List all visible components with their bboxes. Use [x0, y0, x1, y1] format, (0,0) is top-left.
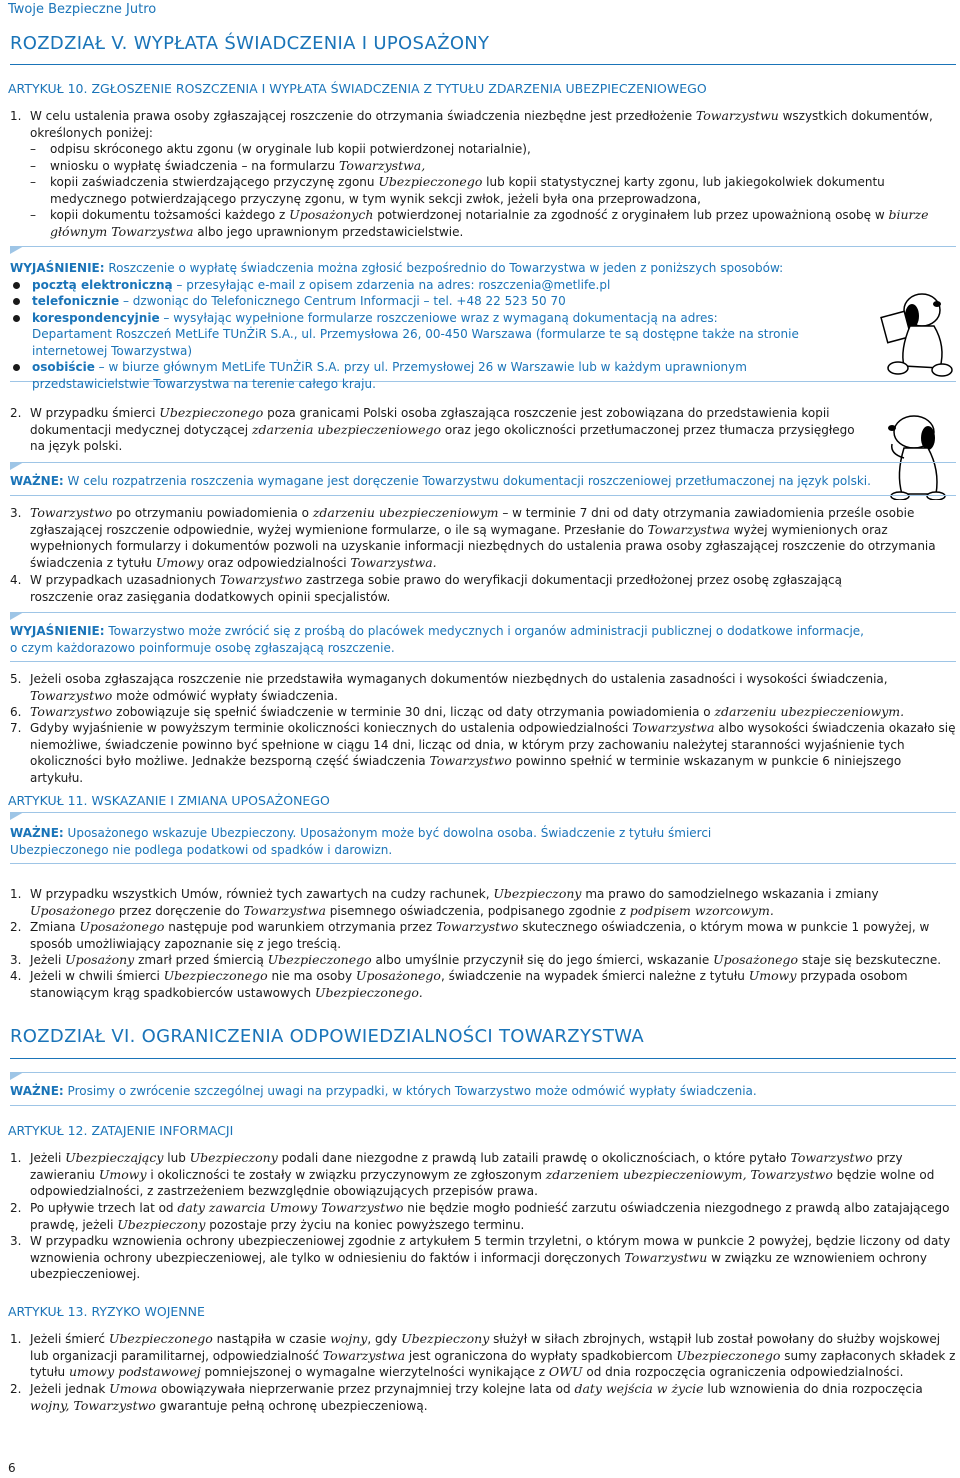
art10-paragraph-3: 3. Towarzystwo po otrzymaniu powiadomienia o zdarzeniu ubezpieczeniowym – w terminie 7 dni od daty otrzymania zawiadomienia prześle osobie zgłaszającej roszczenie odpowiednie, wyżej wymienione formularze, o ile są wymagane. Przesłanie do Towarzystwa wyżej wymienionych oraz wypełnionych formularzy i dokumentów pozwoli na uzyskanie informacji niezbędnych do ustalenia prawa osoby zgłaszającej roszczenie do otrzymania świadczenia z tytułu Umowy oraz odpowiedzialności Towarzystwa.: [10, 505, 936, 570]
art10-paragraph-1: 1. W celu ustalenia prawa osoby zgłaszającej roszczenie do otrzymania świadczenia niezbędne jest przedłożenie Towarzystwu wszystkich dokumentów, określonych poniżej: – odpisu skróconego aktu zgonu (w oryginale lub kopii potwierdzonej notarialnie), – wniosku o wypłatę świadczenia – na formularzu Towarzystwa, – kopii zaświadczenia stwierdzającego przyczynę zgonu Ubezpieczonego lub kopii statystycznej karty zgonu, lub jakiegokolwiek dokumentu medycznego potwierdzającego przyczynę zgonu, w tym wynik sekcji zwłok, jeżeli była ona przeprowadzona, – kopii dokumentu tożsamości każdego z Uposażonych potwierdzonej notarialnie za zgodność z oryginałem lub przez upoważnioną osobę w biurze głównym Towarzystwa albo jego uprawnionym przedstawicielstwie.: [10, 108, 956, 240]
art11-paragraph-1: 1. W przypadku wszystkich Umów, również tych zawartych na cudzy rachunek, Ubezpieczony ma prawo do samodzielnego wskazania i zmiany Uposażonego przez doręczenie do Towarzystwa pisemnego oświadczenia, podpisanego zgodnie z podpisem wzorcowym.: [10, 886, 879, 918]
box-notch: [10, 462, 24, 470]
box-notch: [10, 246, 24, 254]
art10-paragraph-2: 2. W przypadku śmierci Ubezpieczonego poza granicami Polski osoba zgłaszająca roszczenie jest zobowiązana do przedstawienia kopii dokumentacji medycznej dotyczącej zdarzenia ubezpieczeniowego oraz jego okoliczności przetłumaczonej przez tłumacza przysięgłego na język polski.: [10, 405, 855, 453]
article-12-title: ARTYKUŁ 12. ZATAJENIE INFORMACJI: [8, 1123, 234, 1138]
important-box-refusal-content: WAŻNE: Prosimy o zwrócenie szczególnej uwagi na przypadki, w których Towarzystwo może odmówić wypłaty świadczenia.: [10, 1084, 757, 1098]
art13-paragraph-2: 2. Jeżeli jednak Umowa obowiązywała nieprzerwanie przez przynajmniej trzy kolejne lata od daty wejścia w życie lub wznowienia do dnia rozpoczęcia wojny, Towarzystwo gwarantuje pełną ochronę ubezpieczeniową.: [10, 1381, 923, 1413]
dash-item: – wniosku o wypłatę świadczenia – na formularzu Towarzystwa,: [30, 158, 956, 175]
chapter-5-rule: [10, 64, 956, 65]
art12-paragraph-2: 2. Po upływie trzech lat od daty zawarcia Umowy Towarzystwo nie będzie mogło podnieść zarzutu oświadczenia niezgodnego z prawdą albo zatajającego prawdę, jeżeli Ubezpieczony pozostaje przy życiu na koniec powyższego terminu.: [10, 1200, 950, 1232]
header-title: Twoje Bezpieczne Jutro: [8, 2, 157, 17]
art10-paragraph-6: 6. Towarzystwo zobowiązuje się spełnić świadczenie w terminie 30 dni, licząc od daty otrzymania powiadomienia o zdarzeniu ubezpieczeniowym.: [10, 704, 905, 719]
important-box-beneficiary-content: WAŻNE: Uposażonego wskazuje Ubezpieczony. Uposażonym może być dowolna osoba. Świadczenie z tytułu śmierci Ubezpieczonego nie podlega podatkowi od spadków i darowizn.: [10, 826, 712, 857]
chapter-6-title: ROZDZIAŁ VI. OGRANICZENIA ODPOWIEDZIALNOŚCI TOWARZYSTWA: [10, 1026, 644, 1047]
art10-paragraph-5: 5. Jeżeli osoba zgłaszająca roszczenie nie przedstawiła wymaganych dokumentów niezbędnych do ustalenia zasadności i wysokości świadczenia, Towarzystwo może odmówić wypłaty świadczenia.: [10, 672, 888, 703]
art12-paragraph-3: 3. W przypadku wznowienia ochrony ubezpieczeniowej zgodnie z artykułem 5 termin trzyletni, o którym mowa w punkcie 2 powyżej, będzie liczony od daty wznowienia ochrony ubezpieczeniowej, ale tylko w odniesieniu do faktów i informacji doręczonych Towarzystwu w związku ze wznowieniem ochrony ubezpieczeniowej.: [10, 1234, 951, 1281]
art11-paragraph-3: 3. Jeżeli Uposażony zmarł przed śmiercią Ubezpieczonego albo umyślnie przyczynił się do jego śmierci, wskazanie Uposażonego staje się bezskuteczne.: [10, 952, 942, 967]
chapter-6-rule: [10, 1058, 956, 1059]
box-notch: [10, 612, 24, 620]
important-box-translation-content: WAŻNE: W celu rozpatrzenia roszczenia wymagane jest doręczenie Towarzystwu dokumentacji roszczeniowej przetłumaczonej na język polski.: [10, 474, 871, 488]
art11-paragraph-4: 4. Jeżeli w chwili śmierci Ubezpieczonego nie ma osoby Uposażonego, świadczenie na wypadek śmierci należne z tytułu Umowy przypada osobom stanowiącym krąg spadkobierców ustawowych Ubezpieczonego.: [10, 968, 908, 1000]
bullet-item: pocztą elektroniczną – przesyłając e-mail z opisem zdarzenia na adres: roszczenia@metlife.pl: [10, 277, 860, 294]
list-number: 1.: [10, 109, 22, 123]
box-notch: [10, 812, 24, 820]
bullet-item: korespondencyjnie – wysyłając wypełnione formularze roszczeniowe wraz z wymaganą dokumentacją na adres:: [10, 310, 860, 327]
explanation-box-medical-content: WYJAŚNIENIE: Towarzystwo może zwrócić się z prośbą do placówek medycznych i organów administracji publicznej o dodatkowe informacje, o czym każdorazowo poinformuje osobę zgłaszającą roszczenie.: [10, 624, 864, 655]
article-11-title: ARTYKUŁ 11. WSKAZANIE I ZMIANA UPOSAŻONEGO: [8, 793, 330, 808]
explanation-box-claims-content: WYJAŚNIENIE: Roszczenie o wypłatę świadczenia można zgłosić bezpośrednio do Towarzystwa w jeden z poniższych sposobów: pocztą elektroniczną – przesyłając e-mail z opisem zdarzenia na adres: roszczenia@metlife.pl telefonicznie – dzwoniąc do Telefonicznego Centrum Informacji – tel. +48 22 523 50 70 korespondencyjnie – wysyłając wypełnione formularze roszczeniowe wraz z wymaganą dokumentacją na adres: Departament Roszczeń MetLife TUnŻiR S.A., ul. Przemysłowa 26, 00-450 Warszawa (formularze te są dostępne także na stronie internetowej Towarzystwa) osobiście – w biurze głównym MetLife TUnŻiR S.A. przy ul. Przemysłowej 26 w Warszawie lub w każdym uprawnionym przedstawicielstwie Towarzystwa na terenie całego kraju.: [10, 260, 860, 392]
art11-paragraph-2: 2. Zmiana Uposażonego następuje pod warunkiem otrzymania przez Towarzystwo skutecznego oświadczenia, o którym mowa w punkcie 1 powyżej, w sposób umożliwiający zapoznanie się z jego treścią.: [10, 919, 930, 951]
box-notch: [10, 1072, 24, 1080]
article-13-title: ARTYKUŁ 13. RYZYKO WOJENNE: [8, 1304, 205, 1319]
bullet-item: telefonicznie – dzwoniąc do Telefonicznego Centrum Informacji – tel. +48 22 523 50 70: [10, 293, 860, 310]
bullet-item: osobiście – w biurze głównym MetLife TUnŻiR S.A. przy ul. Przemysłowej 26 w Warszawie lub w każdym uprawnionym przedstawicielstwie Towarzystwa na terenie całego kraju.: [10, 359, 860, 392]
snoopy-reading-illustration: [870, 280, 956, 380]
page-number: 6: [8, 1461, 16, 1475]
chapter-5-title: ROZDZIAŁ V. WYPŁATA ŚWIADCZENIA I UPOSAŻONY: [10, 33, 490, 54]
dash-item: – odpisu skróconego aktu zgonu (w oryginale lub kopii potwierdzonej notarialnie),: [30, 141, 956, 158]
article-10-title: ARTYKUŁ 10. ZGŁOSZENIE ROSZCZENIA I WYPŁATA ŚWIADCZENIA Z TYTUŁU ZDARZENIA UBEZPIECZENIOWEGO: [8, 81, 707, 96]
art13-paragraph-1: 1. Jeżeli śmierć Ubezpieczonego nastąpiła w czasie wojny, gdy Ubezpieczony służył w siłach zbrojnych, wstąpił lub został powołany do służby wojskowej lub organizacji paramilitarnej, odpowiedzialność Towarzystwa jest ograniczona do wypłaty spadkobiercom Ubezpieczonego sumy zapłaconych składek z tytułu umowy podstawowej pomniejszonej o wymagalne wierzytelności wynikające z OWU od dnia rozpoczęcia ograniczenia odpowiedzialności.: [10, 1331, 956, 1379]
dash-item: – kopii zaświadczenia stwierdzającego przyczynę zgonu Ubezpieczonego lub kopii statystycznej karty zgonu, lub jakiegokolwiek dokumentu medycznego potwierdzającego przyczynę zgonu, w tym wynik sekcji zwłok, jeżeli była ona przeprowadzona,: [30, 174, 956, 207]
art10-paragraph-7: 7. Gdyby wyjaśnienie w powyższym terminie okoliczności koniecznych do ustalenia odpowiedzialności Towarzystwa albo wysokości świadczenia okazało się niemożliwe, świadczenie powinno być spełnione w ciągu 14 dni, licząc od dnia, w którym przy zachowaniu należytej staranności wyjaśnienie tych okoliczności było możliwe. Jednakże bezsporną część świadczenia Towarzystwo powinno spełnić w terminie wskazanym w punkcie 6 niniejszego artykułu.: [10, 720, 956, 785]
dash-item: – kopii dokumentu tożsamości każdego z Uposażonych potwierdzonej notarialnie za zgodność z oryginałem lub przez upoważnioną osobę w biurze głównym Towarzystwa albo jego uprawnionym przedstawicielstwie.: [30, 207, 956, 240]
art10-paragraph-4: 4. W przypadkach uzasadnionych Towarzystwo zastrzega sobie prawo do weryfikacji dokumentacji przedłożonej przez osobę zgłaszającą roszczenie oraz zasięgania dodatkowych opinii specjalistów.: [10, 572, 843, 604]
art12-paragraph-1: 1. Jeżeli Ubezpieczający lub Ubezpieczony podali dane niezgodne z prawdą lub zataili prawdę o okolicznościach, o które pytało Towarzystwo przy zawieraniu Umowy i okoliczności te zostały w związku przyczynowym ze zgłoszonym zdarzeniem ubezpieczeniowym, Towarzystwo będzie wolne od odpowiedzialności, z zastrzeżeniem bezwzględnie obowiązujących przepisów prawa.: [10, 1150, 935, 1198]
